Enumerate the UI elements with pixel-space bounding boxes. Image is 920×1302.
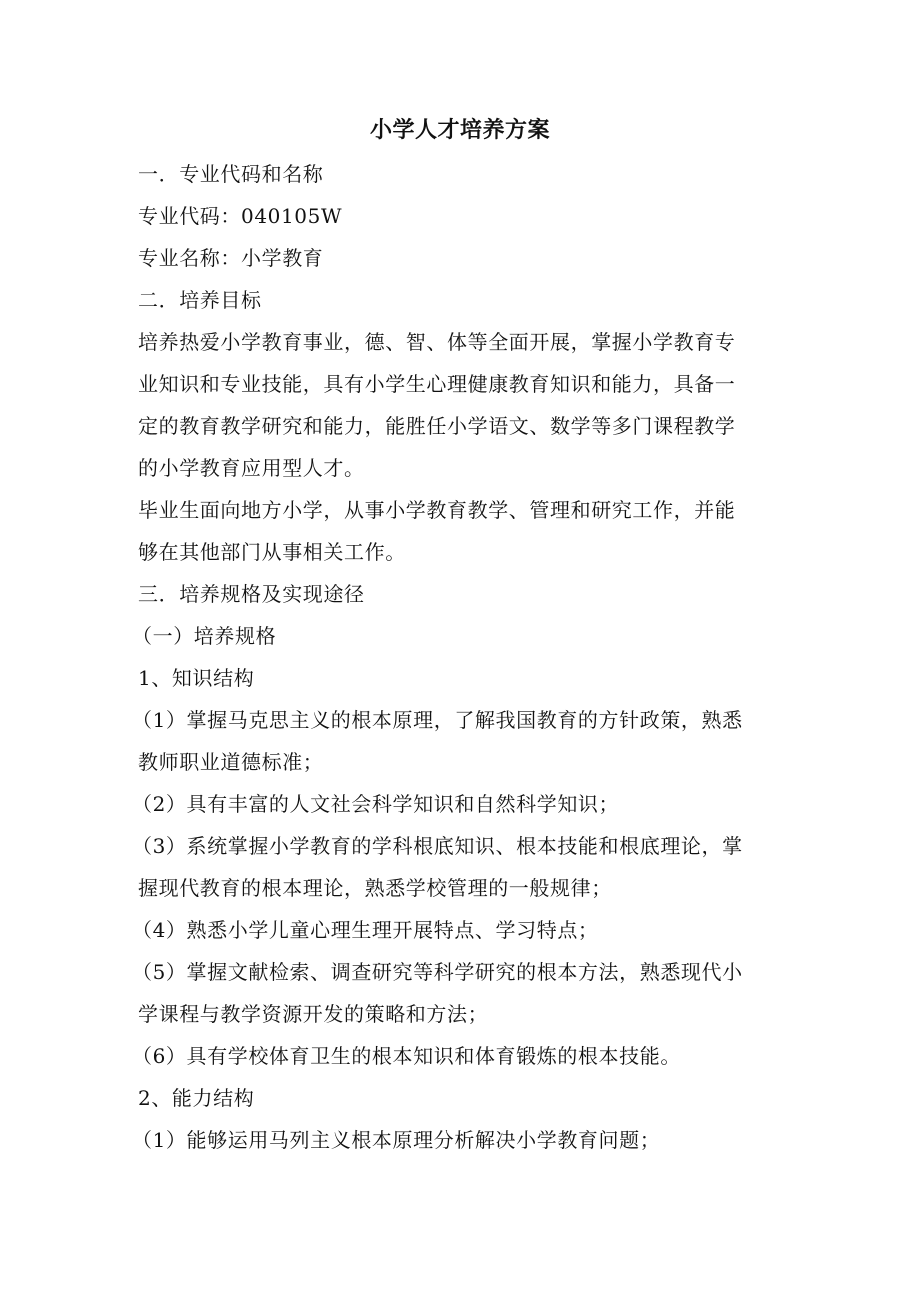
- list-item-line: 握现代教育的根本理论，熟悉学校管理的一般规律；: [138, 876, 612, 900]
- paragraph-line: 专业名称：小学教育: [138, 246, 324, 270]
- paragraph-line: 定的教育教学研究和能力，能胜任小学语文、数学等多门课程教学: [138, 414, 736, 438]
- list-item-line: （1）掌握马克思主义的根本原理，了解我国教育的方针政策，熟悉: [132, 708, 743, 732]
- paragraph-line: 业知识和专业技能，具有小学生心理健康教育知识和能力，具备一: [138, 372, 736, 396]
- subsection-heading: （一）培养规格: [132, 624, 277, 648]
- paragraph-line: 够在其他部门从事相关工作。: [138, 540, 406, 564]
- list-item-line: （1）能够运用马列主义根本原理分析解决小学教育问题；: [132, 1128, 661, 1152]
- section-heading: 三．培养规格及实现途径: [138, 582, 365, 606]
- paragraph-line: 培养热爱小学教育事业，德、智、体等全面开展，掌握小学教育专: [138, 330, 736, 354]
- document-title: 小学人才培养方案: [369, 117, 550, 143]
- list-item-line: （5）掌握文献检索、调查研究等科学研究的根本方法，熟悉现代小: [132, 960, 743, 984]
- list-item-line: （6）具有学校体育卫生的根本知识和体育锻炼的根本技能。: [132, 1044, 681, 1068]
- paragraph-line: 毕业生面向地方小学，从事小学教育教学、管理和研究工作，并能: [138, 498, 736, 522]
- subsection-heading: 1、知识结构: [138, 666, 255, 690]
- section-heading: 二．培养目标: [138, 288, 262, 312]
- list-item-line: （2）具有丰富的人文社会科学知识和自然科学知识；: [132, 792, 620, 816]
- paragraph-line: 的小学教育应用型人才。: [138, 456, 365, 480]
- section-heading: 一．专业代码和名称: [138, 162, 324, 186]
- list-item-line: （3）系统掌握小学教育的学科根底知识、根本技能和根底理论，掌: [132, 834, 743, 858]
- list-item-line: 教师职业道德标准；: [138, 750, 324, 774]
- subsection-heading: 2、能力结构: [138, 1086, 255, 1110]
- list-item-line: 学课程与教学资源开发的策略和方法；: [138, 1002, 489, 1026]
- paragraph-line: 专业代码：040105W: [138, 204, 343, 228]
- list-item-line: （4）熟悉小学儿童心理生理开展特点、学习特点；: [132, 918, 599, 942]
